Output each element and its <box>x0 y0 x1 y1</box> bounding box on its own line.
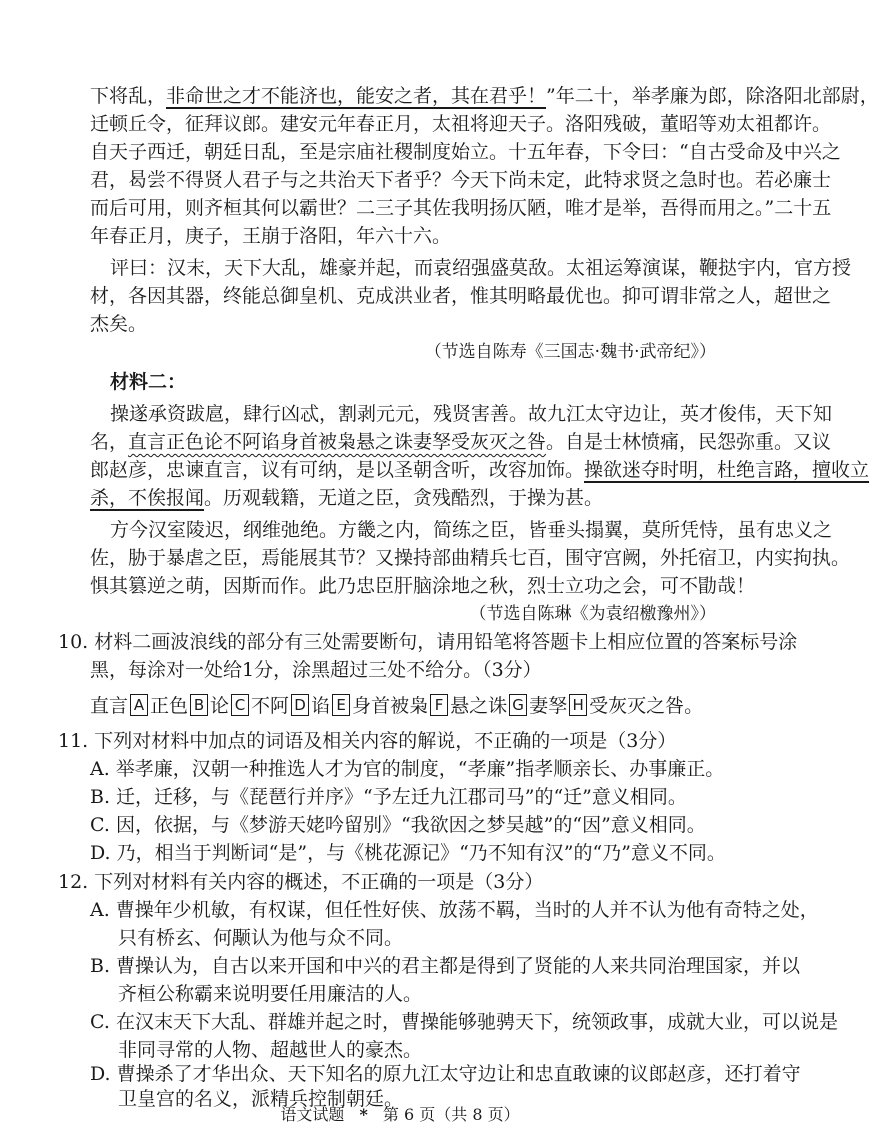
page-footer <box>0 1104 800 1126</box>
segment: 正色 <box>150 695 189 717</box>
question-11-option-c[interactable]: C. 因，依据，与《梦游天姥吟留别》“我欲因之梦吴越”的“因”意义相同。 <box>90 814 706 836</box>
segment: 悬之诛 <box>450 695 508 717</box>
segment: 论 <box>210 695 230 717</box>
text-segment: 名， <box>90 431 129 453</box>
segment: 身首被枭 <box>352 695 429 717</box>
text-segment: 。自是士林愤痛，民怨弥重。又议 <box>546 431 832 453</box>
material2-source: （节选自陈琳《为袁绍檄豫州》） <box>469 604 716 624</box>
commentary-line-2: 材，各因其器，终能总御皇机、克成洪业者，惟其明略最优也。抑可谓非常之人，超世之 <box>90 285 832 307</box>
material1-line-6: 年春正月，庚子，王崩于洛阳，年六十六。 <box>90 225 452 247</box>
material2-line-7: 惧其篡逆之萌，因斯而作。此乃忠臣肝脑涂地之秋，烈士立功之会，可不勖哉！ <box>90 575 756 597</box>
material2-line-4 <box>90 484 603 512</box>
question-12-option-b[interactable]: B. 曹操认为，自古以来开国和中兴的君主都是得到了贤能的人来共同治理国家，并以 <box>90 955 801 977</box>
material2-line-1: 操遂承资跋扈，肆行凶忒，割剥元元，残贤害善。故九江太守边让，英才俊伟，天下知 <box>110 403 833 425</box>
question-12-option-c-cont: 非同寻常的人物、超越世人的豪杰。 <box>118 1039 423 1061</box>
segment: 直言 <box>90 695 129 717</box>
question-12-option-c[interactable]: C. 在汉末天下大乱、群雄并起之时，曹操能够驰骋天下，统领政事，成就大业，可以说是 <box>90 1011 838 1033</box>
material1-line-5: 而后可用，则齐桓其何以霸世？二三子其佐我明扬仄陋，唯才是举，吾得而用之。”二十五 <box>90 197 832 219</box>
wavy-underlined-passage: 直言正色论不阿谄身首被枭悬之诛妻孥受灰灭之咎 <box>128 431 547 453</box>
break-option-e[interactable]: E <box>332 694 350 716</box>
material1-source: （节选自陈寿《三国志·魏书·武帝纪》） <box>424 342 716 362</box>
segment: 受灰灭之咎。 <box>589 695 704 717</box>
text-segment: 郎赵彦，忠谏直言，议有可纳，是以圣朝含听，改容加饰。 <box>90 459 585 481</box>
footer-subject: 语文试题 <box>280 1105 345 1124</box>
text-segment: 。历观载籍，无道之臣，贪残酷烈，于操为甚。 <box>204 487 604 509</box>
material1-line-2: 迁顿丘令，征拜议郎。建安元年春正月，太祖将迎天子。洛阳残破，董昭等劝太祖都许。 <box>90 113 832 135</box>
material2-line-6: 佐，胁于暴虐之臣，焉能展其节？又操持部曲精兵七百，围守宫阙，外托宿卫，内实拘执。 <box>90 547 851 569</box>
question-10-stem-cont: 黑，每涂对一处给1分，涂黑超过三处不给分。（3分） <box>90 659 542 681</box>
question-12-option-d[interactable]: D. 曹操杀了才华出众、天下知名的原九江太守边让和忠直敢谏的议郎赵彦，还打着守 <box>90 1063 801 1085</box>
segment: 谄 <box>311 695 331 717</box>
break-option-a[interactable]: A <box>130 694 148 716</box>
break-option-b[interactable]: B <box>190 694 208 716</box>
question-10-answer-line <box>90 692 703 720</box>
material1-line-4: 君，曷尝不得贤人君子与之共治天下者乎？今天下尚未定，此特求贤之急时也。若必廉士 <box>90 169 832 191</box>
question-12-option-a-cont: 只有桥玄、何颙认为他与众不同。 <box>118 927 404 949</box>
commentary-line-1: 评曰：汉末，天下大乱，雄豪并起，而袁绍强盛莫敌。太祖运筹演谋，鞭挞宇内，官方授 <box>110 257 852 279</box>
break-option-h[interactable]: H <box>569 694 587 716</box>
question-11-option-d[interactable]: D. 乃，相当于判断词“是”，与《桃花源记》“乃不知有汉”的“乃”意义不同。 <box>90 842 726 864</box>
question-11-option-a[interactable]: A. 举孝廉，汉朝一种推选人才为官的制度，“孝廉”指孝顺亲长、办事廉正。 <box>90 758 725 780</box>
question-12-option-d-cont: 卫皇宫的名义，派精兵控制朝廷。 <box>118 1088 404 1110</box>
material1-line-1 <box>90 82 879 110</box>
segment: 不阿 <box>251 695 290 717</box>
underlined-sentence: 杀，不俟报闻 <box>90 487 205 509</box>
text-segment: 下将乱， <box>90 85 167 107</box>
question-12-stem: 12. 下列对材料有关内容的概述，不正确的一项是（3分） <box>58 871 544 893</box>
material2-title: 材料二： <box>110 371 187 393</box>
question-10-stem: 10. 材料二画波浪线的部分有三处需要断句，请用铅笔将答题卡上相应位置的答案标号涂 <box>58 631 798 653</box>
break-option-f[interactable]: F <box>430 694 448 716</box>
break-option-d[interactable]: D <box>291 694 309 716</box>
underlined-sentence: 非命世之才不能济也，能安之者，其在君乎！ <box>166 85 547 107</box>
question-11-option-b[interactable]: B. 迁，迁移，与《琵琶行并序》“予左迁九江郡司马”的“迁”意义相同。 <box>90 786 687 808</box>
material1-line-3: 自天子西迁，朝廷日乱，至是宗庙社稷制度始立。十五年春，下令曰：“自古受命及中兴之 <box>90 141 841 163</box>
underlined-sentence: 操欲迷夺时明，杜绝言路，擅收立 <box>584 459 870 481</box>
question-11-stem: 11. 下列对材料中加点的词语及相关内容的解说，不正确的一项是（3分） <box>58 730 677 752</box>
material2-line-3 <box>90 456 869 484</box>
material2-line-5: 方今汉室陵迟，纲维弛绝。方畿之内，简练之臣，皆垂头搨翼，莫所凭恃，虽有忠义之 <box>110 519 833 541</box>
question-12-option-b-cont: 齐桓公称霸来说明要任用廉洁的人。 <box>118 983 423 1005</box>
segment: 妻孥 <box>529 695 568 717</box>
star-icon: * <box>359 1105 368 1124</box>
material2-line-2 <box>90 428 831 456</box>
text-segment: ”年二十，举孝廉为郎，除洛阳北部尉， <box>546 85 879 107</box>
commentary-line-3: 杰矣。 <box>90 313 148 335</box>
footer-page-number: 第 6 页（共 8 页） <box>382 1105 520 1124</box>
break-option-c[interactable]: C <box>231 694 249 716</box>
break-option-g[interactable]: G <box>509 694 527 716</box>
question-12-option-a[interactable]: A. 曹操年少机敏，有权谋，但任性好侠、放荡不羁，当时的人并不认为他有奇特之处， <box>90 899 819 921</box>
